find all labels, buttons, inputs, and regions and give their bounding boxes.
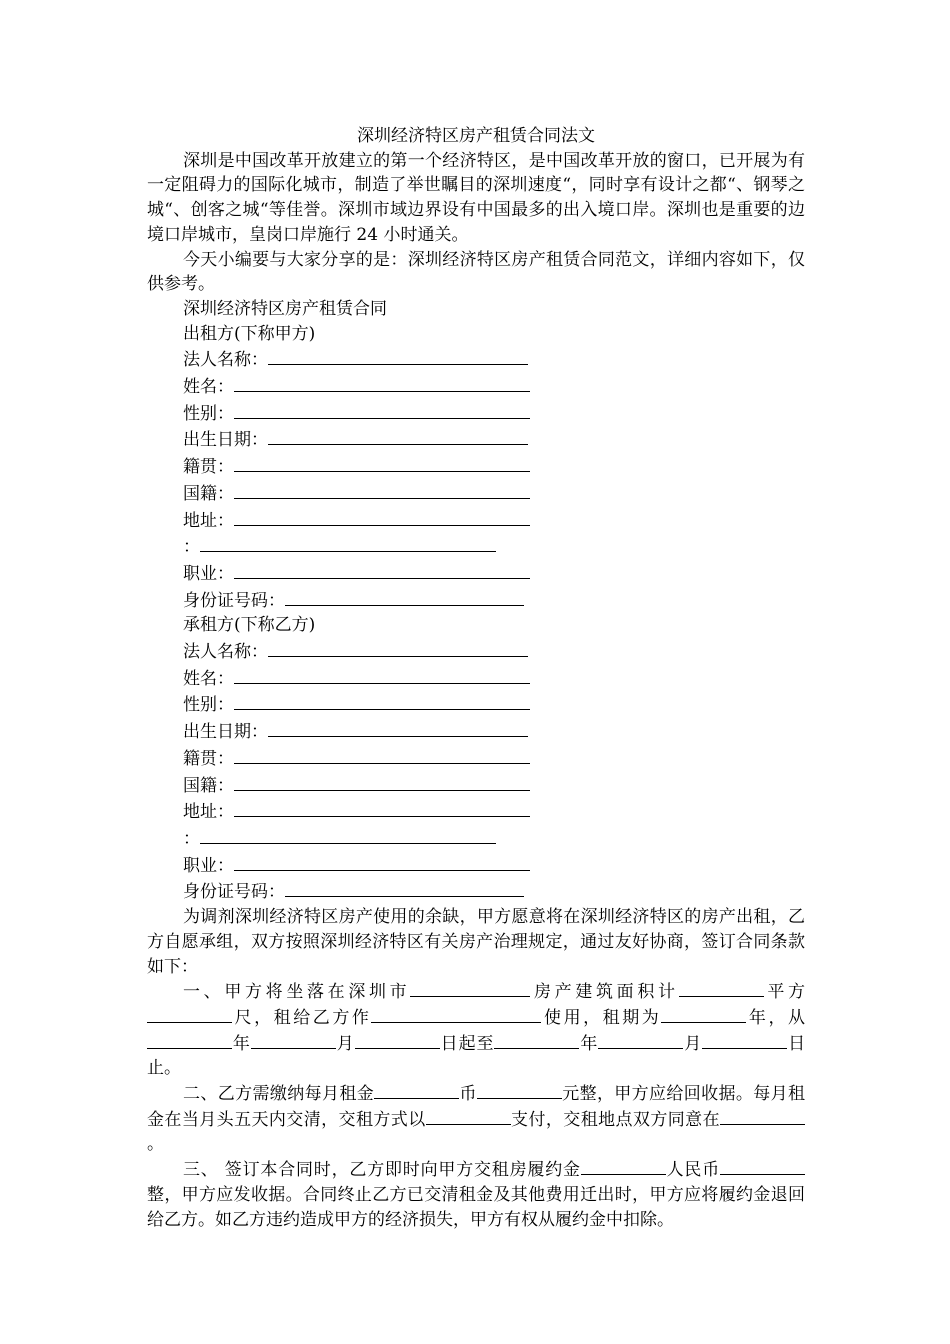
document-page <box>147 124 805 1232</box>
party-b-field: 职业： <box>147 852 805 879</box>
contract-title: 深圳经济特区房产租赁合同 <box>183 298 387 319</box>
party-b-field: 籍贯： <box>147 745 805 772</box>
party-b-field: 地址： <box>147 798 805 825</box>
party-b-heading: 承租方(下称乙方) <box>183 615 316 636</box>
party-a-heading: 出租方(下称甲方) <box>183 323 316 344</box>
party-a-field: 地址： <box>147 507 805 534</box>
party-b-field: 身份证号码： <box>147 878 805 905</box>
fill-blank[interactable] <box>720 1157 805 1175</box>
fill-blank[interactable] <box>268 346 528 365</box>
clause-3: 三、 签订本合同时，乙方即时向甲方交租房履约金 人民币整，甲方应发收据。合同终止乙方已交清租金及其他费用迁出时，甲方应将履约金退回给乙方。如乙方违约造成甲方的经济损失，甲方有权从履约金中扣除。 <box>147 1157 805 1232</box>
fill-blank[interactable] <box>371 1005 541 1023</box>
clause-1: 一、甲方将坐落在深圳市 房产建筑面积计 平方尺，租给乙方作 使用，租期为 年，从年 月 日起至 年 月 日止。 <box>147 979 805 1081</box>
fill-blank[interactable] <box>147 1005 232 1023</box>
fill-blank[interactable] <box>200 825 496 844</box>
share-paragraph: 今天小编要与大家分享的是：深圳经济特区房产租赁合同范文，详细内容如下，仅供参考。 <box>147 249 805 295</box>
fill-blank[interactable] <box>234 852 530 871</box>
fill-blank[interactable] <box>285 878 524 897</box>
fill-blank[interactable] <box>702 1031 787 1049</box>
fill-blank[interactable] <box>410 979 530 997</box>
fill-blank[interactable] <box>234 798 530 817</box>
party-b-field: 姓名： <box>147 665 805 692</box>
fill-blank[interactable] <box>494 1031 579 1049</box>
fill-blank[interactable] <box>679 979 764 997</box>
fill-blank[interactable] <box>234 772 530 791</box>
party-a-field: 姓名： <box>147 373 805 400</box>
fill-blank[interactable] <box>477 1081 562 1099</box>
party-a-field: 职业： <box>147 560 805 587</box>
fill-blank[interactable] <box>720 1107 805 1125</box>
party-b-field: 国籍： <box>147 772 805 799</box>
party-a-fields <box>147 346 805 613</box>
fill-blank[interactable] <box>234 560 530 579</box>
party-b-field: 出生日期： <box>147 718 805 745</box>
fill-blank[interactable] <box>251 1031 336 1049</box>
fill-blank[interactable] <box>234 480 530 499</box>
fill-blank[interactable] <box>268 426 528 445</box>
party-a-field: 国籍： <box>147 480 805 507</box>
fill-blank[interactable] <box>598 1031 683 1049</box>
party-a-field: 籍贯： <box>147 453 805 480</box>
party-b-fields <box>147 638 805 905</box>
fill-blank[interactable] <box>661 1005 746 1023</box>
fill-blank[interactable] <box>234 400 530 419</box>
party-b-field: ： <box>147 825 805 852</box>
party-a-field: 性别： <box>147 400 805 427</box>
fill-blank[interactable] <box>234 453 530 472</box>
fill-blank[interactable] <box>234 665 530 684</box>
fill-blank[interactable] <box>147 1031 232 1049</box>
intro-paragraph: 深圳是中国改革开放建立的第一个经济特区，是中国改革开放的窗口，已开展为有一定阻碍力的国际化城市，制造了举世瞩目的深圳速度“，同时享有设计之都“、钢琴之城“、创客之城“等佳誉。深圳市域边界设有中国最多的出入境口岸。深圳也是重要的边境口岸城市，皇岗口岸施行 24 小时通关。 <box>147 150 805 245</box>
fill-blank[interactable] <box>234 507 530 526</box>
party-a-field: ： <box>147 533 805 560</box>
fill-blank[interactable] <box>581 1157 666 1175</box>
fill-blank[interactable] <box>374 1081 459 1099</box>
fill-blank[interactable] <box>200 533 496 552</box>
fill-blank[interactable] <box>355 1031 440 1049</box>
party-a-field: 身份证号码： <box>147 587 805 614</box>
party-a-field: 法人名称： <box>147 346 805 373</box>
fill-blank[interactable] <box>268 718 528 737</box>
party-b-field: 性别： <box>147 691 805 718</box>
document-title: 深圳经济特区房产租赁合同法文 <box>357 126 595 146</box>
preamble-paragraph: 为调剂深圳经济特区房产使用的余缺，甲方愿意将在深圳经济特区的房产出租，乙方自愿承组，双方按照深圳经济特区有关房产治理规定，通过友好协商，签订合同条款如下： <box>147 907 805 977</box>
party-a-field: 出生日期： <box>147 426 805 453</box>
fill-blank[interactable] <box>285 587 524 606</box>
fill-blank[interactable] <box>234 691 530 710</box>
fill-blank[interactable] <box>234 373 530 392</box>
clause-2: 二、乙方需缴纳每月租金 币 元整，甲方应给回收据。每月租金在当月头五天内交清，交租方式以 支付，交租地点双方同意在。 <box>147 1081 805 1157</box>
fill-blank[interactable] <box>268 638 528 657</box>
fill-blank[interactable] <box>426 1107 511 1125</box>
party-b-field: 法人名称： <box>147 638 805 665</box>
fill-blank[interactable] <box>234 745 530 764</box>
